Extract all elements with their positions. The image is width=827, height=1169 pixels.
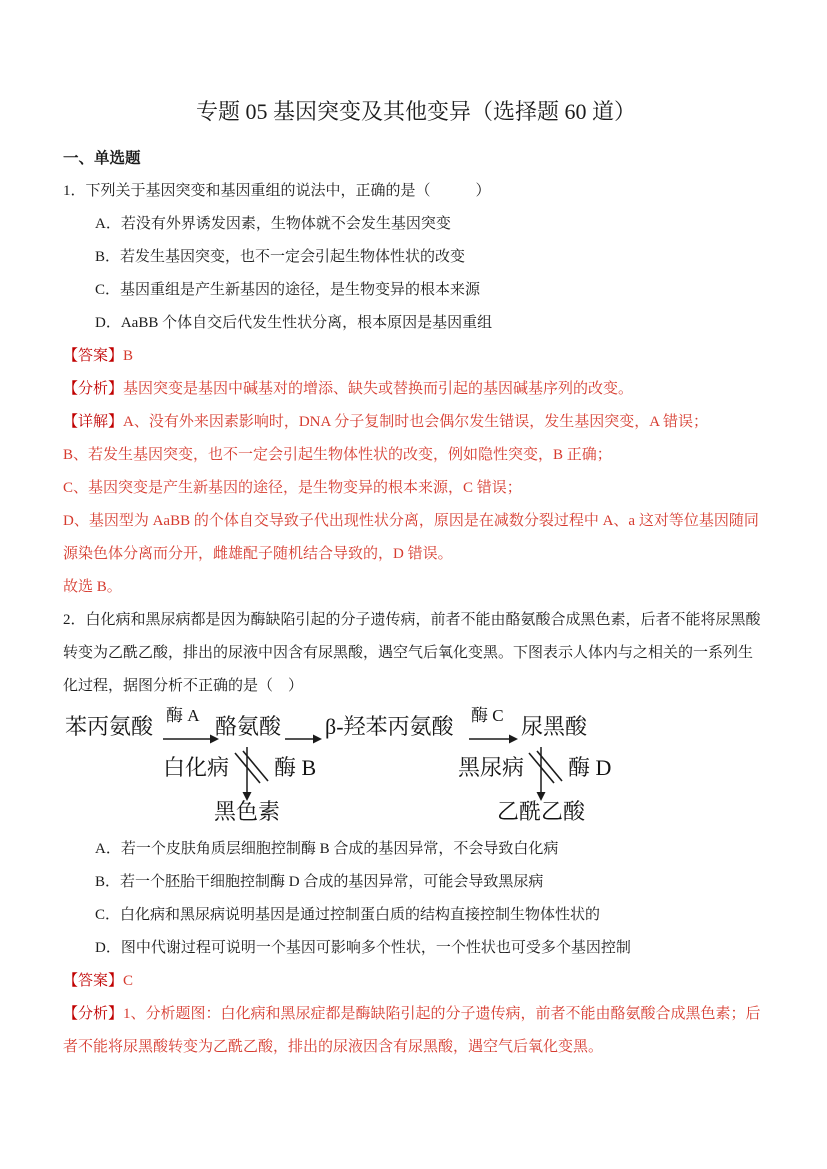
diagram-label-alkaptonuria: 黑尿病: [458, 755, 525, 780]
q1-detail-line-1: [63, 406, 769, 439]
q1-answer-label: 【答案】: [63, 348, 124, 364]
q2-answer-line: [63, 965, 769, 998]
diagram-node-melanin: 黑色素: [214, 799, 281, 824]
q2-option-a: A．若一个皮肤角质层细胞控制酶 B 合成的基因异常，不会导致白化病: [95, 841, 559, 857]
q1-option-c: C．基因重组是产生新基因的途径，是生物变异的根本来源: [95, 282, 481, 298]
q1-detail-line-2: B、若发生基因突变，也不一定会引起生物体性状的改变，例如隐性突变，B 正确；: [63, 447, 612, 463]
q1-detail-label: 【详解】: [63, 414, 124, 430]
q2-option-b: B．若一个胚胎干细胞控制酶 D 合成的基因异常，可能会导致黑尿病: [95, 874, 544, 890]
diagram-label-enzyme-c: 酶 C: [471, 706, 504, 725]
document-title: 专题 05 基因突变及其他变异（选择题 60 道）: [195, 99, 636, 124]
arrow-head-icon: [313, 735, 322, 744]
q2-option-c: C．白化病和黑尿病说明基因是通过控制蛋白质的结构直接控制生物体性状的: [95, 907, 601, 923]
q2-stem-line-2: 转变为乙酰乙酸，排出的尿液中因含有尿黑酸，遇空气后氧化变黑。下图表示人体内与之相关的一系列生: [63, 645, 754, 661]
q2-stem-line-1: 2．白化病和黑尿病都是因为酶缺陷引起的分子遗传病，前者不能由酪氨酸合成黑色素，后者不能将尿黑酸: [63, 612, 761, 628]
q2-answer-value: C: [123, 973, 134, 989]
q1-analysis-text: 基因突变是基因中碱基对的增添、缺失或替换而引起的基因碱基序列的改变。: [123, 381, 634, 397]
diagram-label-enzyme-a: 酶 A: [166, 706, 200, 725]
diagram-node-phenylalanine: 苯丙氨酸: [65, 714, 154, 739]
q1-detail-line-5: 源染色体分离而分开，雌雄配子随机结合导致的，D 错误。: [63, 546, 453, 562]
q2-analysis-text-1: 1、分析题图：白化病和黑尿症都是酶缺陷引起的分子遗传病，前者不能由酪氨酸合成黑色素；后: [123, 1006, 761, 1022]
q1-answer-line: [63, 340, 769, 373]
diagram-node-acetoacetic-acid: 乙酰乙酸: [497, 799, 586, 824]
q2-stem-line-3: 化过程，据图分析不正确的是（ ）: [63, 678, 304, 694]
q1-detail-text-a: A、没有外来因素影响时，DNA 分子复制时也会偶尔发生错误，发生基因突变，A 错误；: [123, 414, 709, 430]
q1-stem: 1．下列关于基因突变和基因重组的说法中，正确的是（ ）: [63, 183, 491, 199]
pathway-diagram: [63, 703, 628, 833]
diagram-node-beta-hydroxyphenylalanine: β-羟苯丙氨酸: [325, 714, 454, 739]
q1-detail-line-3: C、基因突变是产生新基因的途径，是生物变异的根本来源，C 错误；: [63, 480, 522, 496]
q2-option-d: D．图中代谢过程可说明一个基因可影响多个性状，一个性状也可受多个基因控制: [95, 940, 631, 956]
arrow-head-icon: [509, 735, 518, 744]
q2-analysis-line-1: [63, 998, 769, 1031]
diagram-label-enzyme-d: 酶 D: [568, 755, 612, 780]
q1-option-b: B．若发生基因突变，也不一定会引起生物体性状的改变: [95, 249, 466, 265]
diagram-node-homogentisic-acid: 尿黑酸: [521, 714, 588, 739]
q1-analysis-label: 【分析】: [63, 381, 124, 397]
q1-option-d: D．AaBB 个体自交后代发生性状分离，根本原因是基因重组: [95, 315, 493, 331]
diagram-label-albinism: 白化病: [163, 755, 230, 780]
diagram-label-enzyme-b: 酶 B: [274, 755, 317, 780]
q1-conclusion: 故选 B。: [63, 579, 122, 595]
q2-analysis-line-2: 者不能将尿黑酸转变为乙酰乙酸，排出的尿液因含有尿黑酸，遇空气后氧化变黑。: [63, 1039, 604, 1055]
q1-analysis-line: [63, 373, 769, 406]
q1-detail-line-4: D、基因型为 AaBB 的个体自交导致子代出现性状分离，原因是在减数分裂过程中 A、a 这对等位基因随同: [63, 513, 759, 529]
q1-answer-value: B: [123, 348, 134, 364]
q2-analysis-label: 【分析】: [63, 1006, 124, 1022]
diagram-node-tyrosine: 酪氨酸: [215, 714, 282, 739]
q2-answer-label: 【答案】: [63, 973, 124, 989]
q1-option-a: A．若没有外界诱发因素，生物体就不会发生基因突变: [95, 216, 451, 232]
section-heading: 一、单选题: [63, 150, 141, 167]
